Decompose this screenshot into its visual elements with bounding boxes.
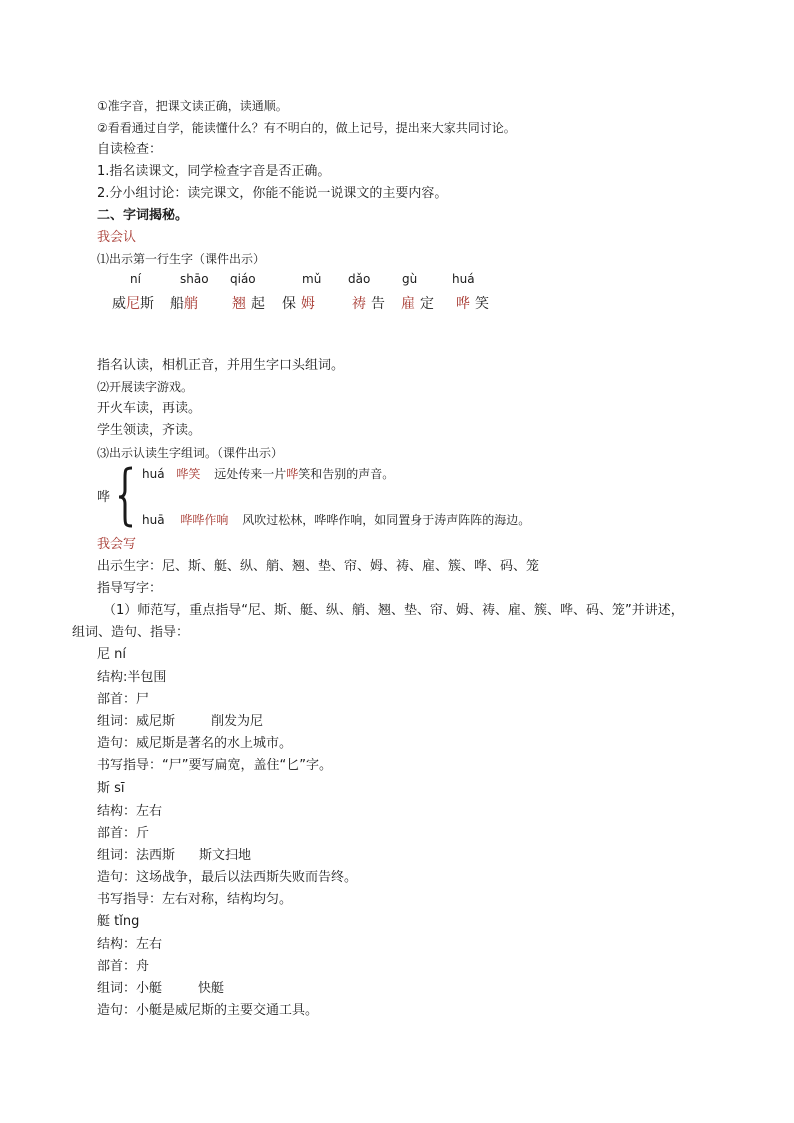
pinyin-label: ní: [130, 272, 141, 286]
write-heading: 我会写: [97, 537, 137, 552]
pinyin-label: mǔ: [302, 272, 322, 286]
polyphonic-reading-2: huā 哗哗作响 风吹过松林，哗哗作响，如同置身于涛声阵阵的海边。: [142, 513, 531, 527]
char-ni-radical: 部首：尸: [97, 692, 150, 707]
recognize-heading: 我会认: [97, 230, 137, 245]
char-ting-words: 组词：小艇 快艇: [97, 981, 225, 996]
lead-reading: 学生领读，齐读。: [97, 423, 202, 438]
pinyin-label: shāo: [180, 272, 209, 286]
pinyin-label: gù: [402, 272, 418, 286]
pinyin-label: huá: [452, 272, 475, 286]
pinyin-label: qiáo: [230, 272, 256, 286]
char-ni-head: 尼 ní: [97, 647, 126, 662]
section-heading: 二、字词揭秘。: [97, 208, 189, 223]
char-ting-sentence: 造句：小艇是威尼斯的主要交通工具。: [97, 1003, 319, 1018]
write-chars: 出示生字：尼、斯、艇、纵、艄、翘、垫、帘、姆、祷、雇、簇、哗、码、笼: [97, 559, 540, 574]
polyphonic-reading-1: huá 哗笑 远处传来一片哗笑和告别的声音。: [142, 467, 395, 481]
char-si-words: 组词：法西斯 斯文扫地: [97, 848, 252, 863]
reading-step-1: ①准字音，把课文读正确，读通顺。: [97, 99, 288, 113]
char-ni-writing: 书写指导：“尸”要写扁宽，盖住“匕”字。: [97, 758, 332, 773]
teacher-demo-1: （1）师范写，重点指导“尼、斯、艇、纵、艄、翘、垫、帘、姆、祷、雇、簇、哗、码、笼”并讲述，: [103, 603, 684, 618]
char-ni-words: 组词：威尼斯 削发为尼: [97, 714, 264, 729]
pinyin-label: dǎo: [348, 272, 371, 286]
guide-title: 指导写字：: [97, 581, 163, 596]
char-si-sentence: 造句：这场战争，最后以法西斯失败而告终。: [97, 870, 358, 885]
self-check-title: 自读检查：: [97, 142, 163, 157]
train-reading: 开火车读，再读。: [97, 401, 202, 416]
recognize-step-3: ⑶出示认读生字组词。（课件出示）: [97, 446, 284, 460]
reading-step-2: ②看看通过自学，能读懂什么？有不明白的，做上记号，提出来大家共同讨论。: [97, 121, 516, 135]
char-si-head: 斯 sī: [97, 781, 125, 796]
read-note: 指名认读，相机正音，并用生字口头组词。: [97, 358, 345, 373]
vocab-word: 威尼斯: [112, 296, 154, 312]
char-ting-structure: 结构：左右: [97, 937, 163, 952]
brace-icon: [116, 466, 136, 528]
char-ni-structure: 结构:半包围: [97, 670, 167, 685]
char-ting-head: 艇 tǐng: [97, 914, 140, 929]
vocab-word: 祷告: [352, 296, 390, 312]
char-ni-sentence: 造句：威尼斯是著名的水上城市。: [97, 736, 293, 751]
teacher-demo-2: 组词、造句、指导：: [72, 625, 190, 640]
recognize-step-1: ⑴出示第一行生字（课件出示）: [97, 252, 266, 266]
self-check-2: 2.分小组讨论：读完课文，你能不能说一说课文的主要内容。: [97, 186, 448, 201]
self-check-1: 1.指名读课文，同学检查字音是否正确。: [97, 164, 331, 179]
vocab-word: 翘起: [232, 296, 270, 312]
vocab-word: 哗笑: [456, 296, 494, 312]
vocab-word: 船艄: [170, 296, 198, 312]
char-si-radical: 部首：斤: [97, 826, 150, 841]
vocab-word: 保姆: [282, 296, 320, 312]
char-si-writing: 书写指导：左右对称，结构均匀。: [97, 892, 293, 907]
recognize-step-2: ⑵开展读字游戏。: [97, 380, 194, 394]
polyphonic-char: 哗: [97, 490, 111, 505]
char-si-structure: 结构：左右: [97, 804, 163, 819]
vocab-word: 雇定: [401, 296, 439, 312]
char-ting-radical: 部首：舟: [97, 959, 150, 974]
